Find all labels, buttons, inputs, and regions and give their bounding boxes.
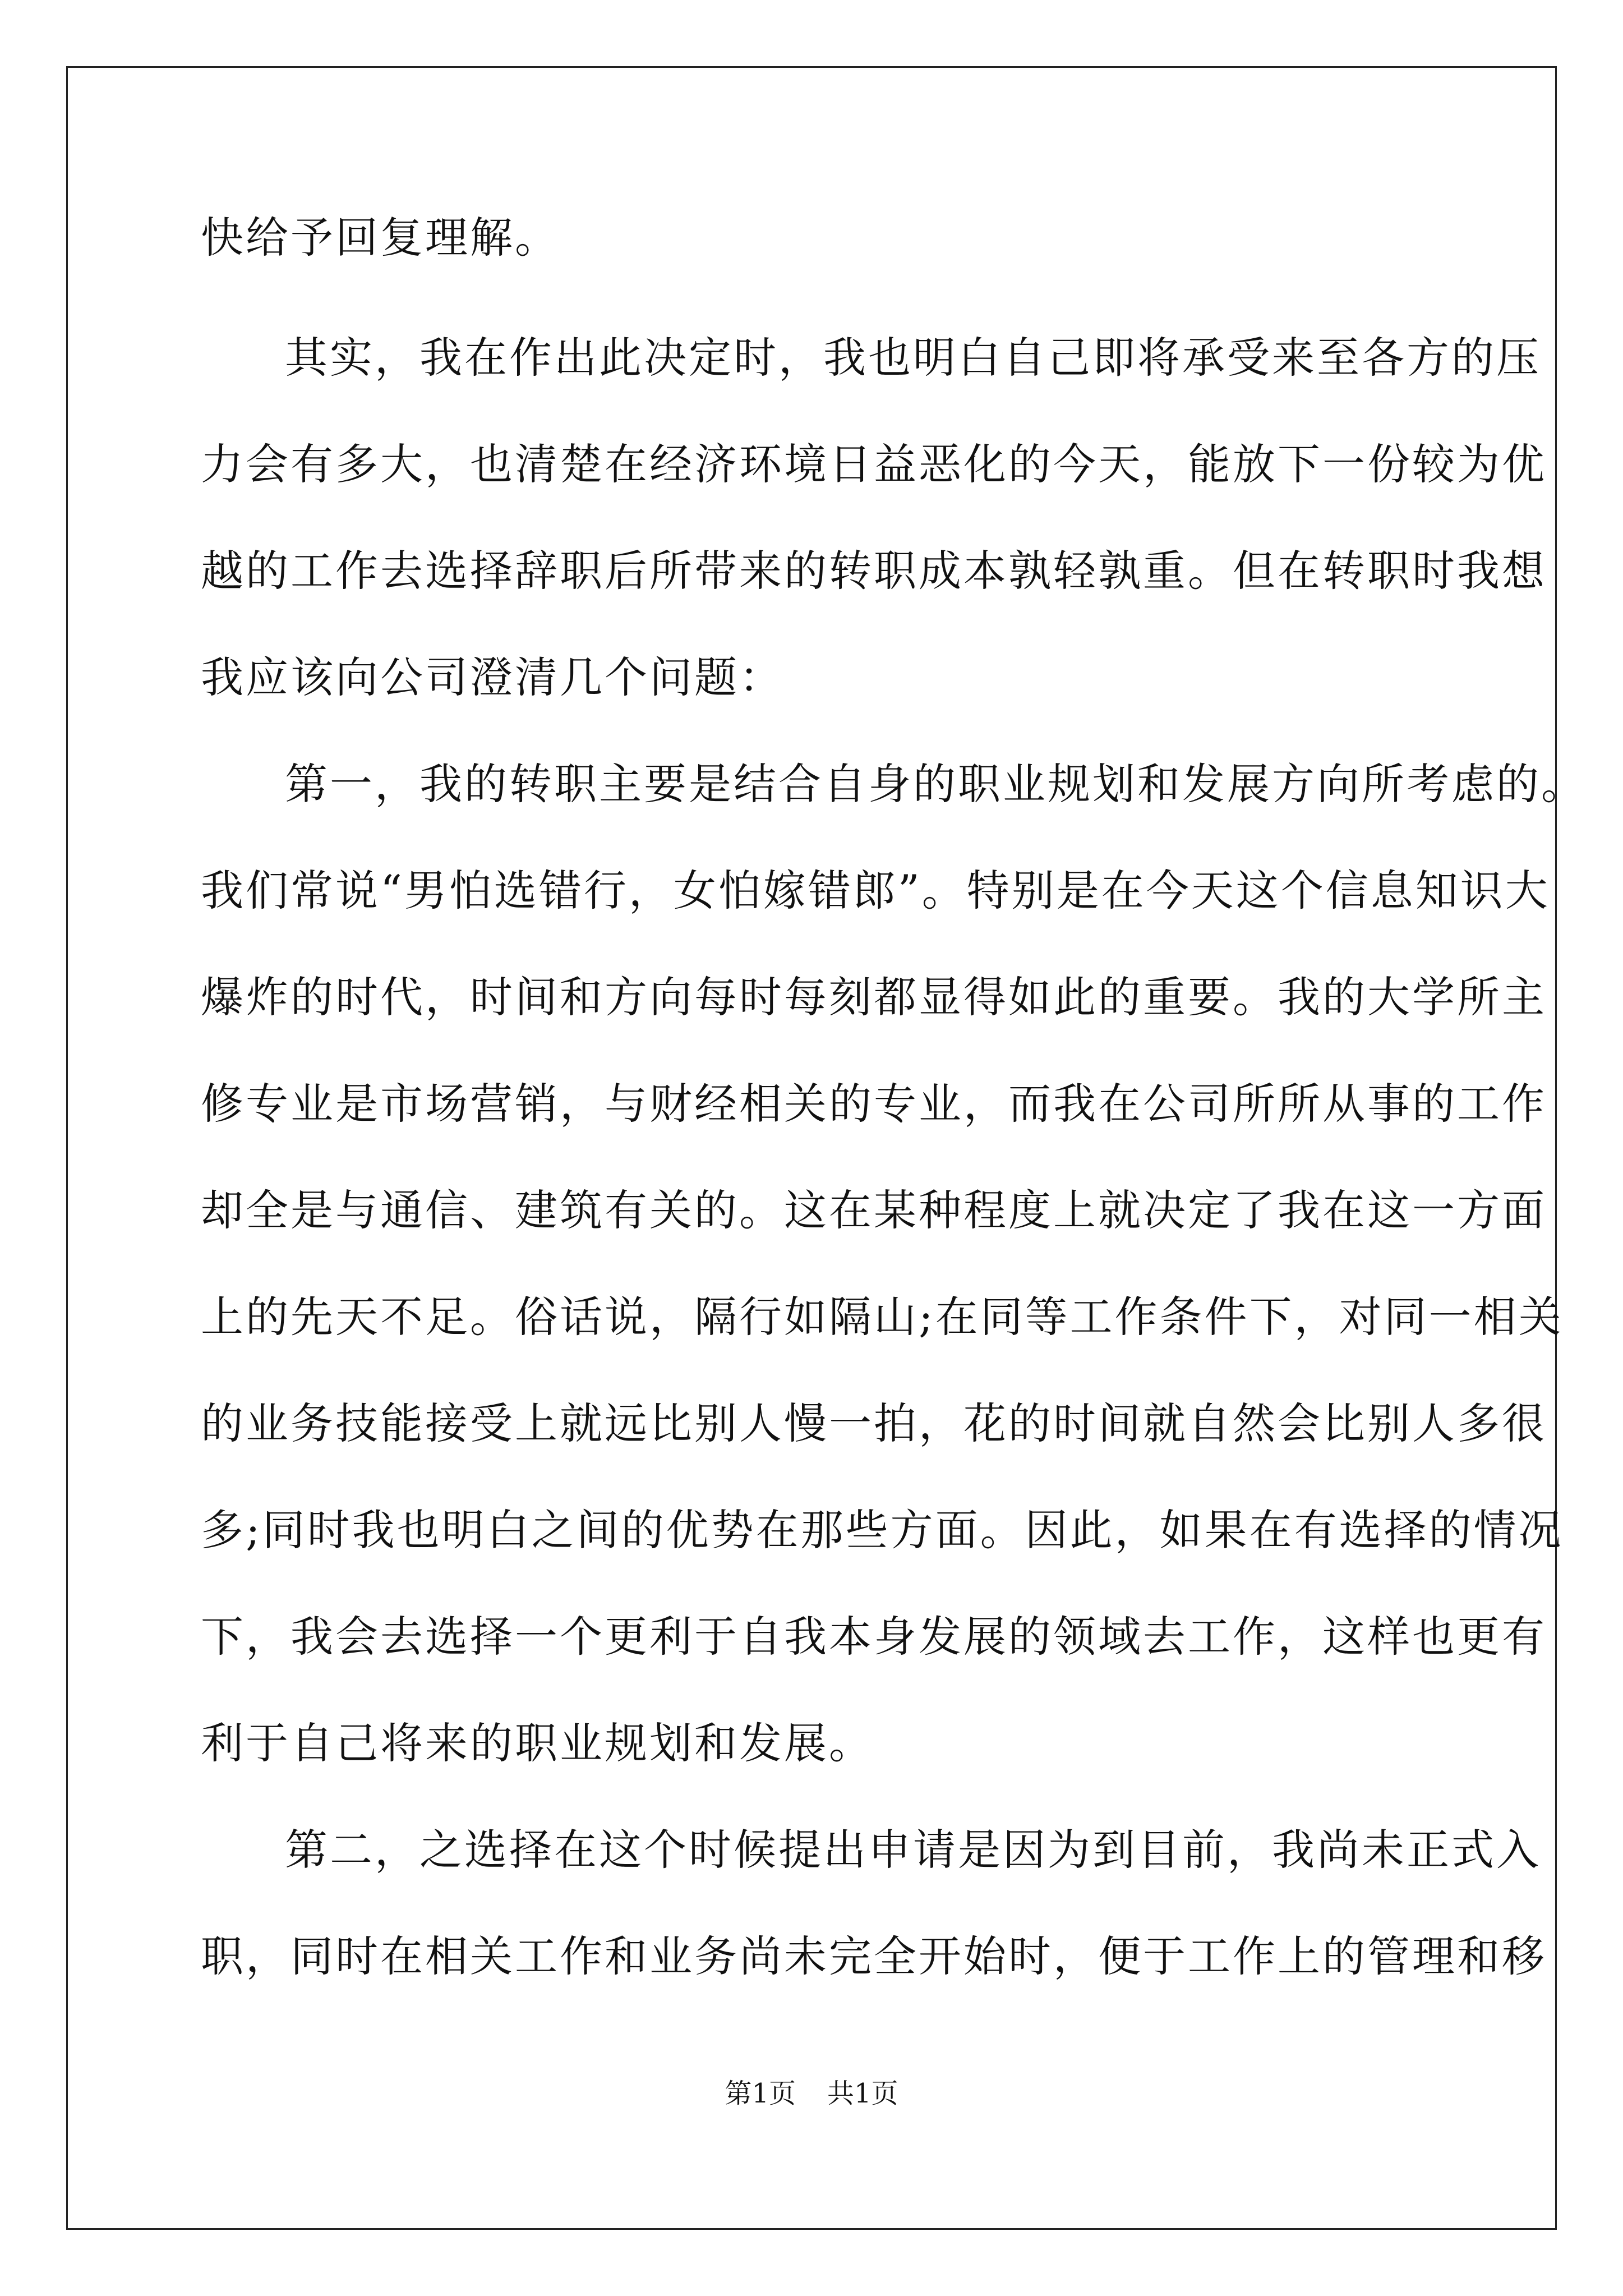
page-border	[66, 66, 1557, 2230]
paragraph-line: 修专业是市场营销，与财经相关的专业，而我在公司所所从事的工作	[201, 1079, 1547, 1129]
paragraph-line: 第二，之选择在这个时候提出申请是因为到目前，我尚未正式入	[285, 1825, 1541, 1875]
paragraph-line: 我应该向公司澄清几个问题：	[201, 652, 784, 702]
paragraph-line: 爆炸的时代，时间和方向每时每刻都显得如此的重要。我的大学所主	[201, 972, 1547, 1022]
paragraph-line: 越的工作去选择辞职后所带来的转职成本孰轻孰重。但在转职时我想	[201, 546, 1547, 596]
paragraph-line: 快给予回复理解。	[201, 213, 560, 263]
paragraph-line: 第一，我的转职主要是结合自身的职业规划和发展方向所考虑的。	[285, 759, 1586, 809]
paragraph-line: 力会有多大，也清楚在经济环境日益恶化的今天，能放下一份较为优	[201, 439, 1547, 489]
page-number: 第1页	[725, 2078, 796, 2109]
paragraph-line: 其实，我在作出此决定时，我也明白自己即将承受来至各方的压	[285, 333, 1541, 383]
paragraph-line: 却全是与通信、建筑有关的。这在某种程度上就决定了我在这一方面	[201, 1185, 1547, 1235]
paragraph-line: 职，同时在相关工作和业务尚未完全开始时，便于工作上的管理和移	[201, 1931, 1547, 1981]
paragraph-line: 上的先天不足。俗话说，隔行如隔山;在同等工作条件下，对同一相关	[201, 1292, 1564, 1342]
page-footer	[0, 2080, 1623, 2107]
paragraph-line: 多;同时我也明白之间的优势在那些方面。因此，如果在有选择的情况	[201, 1505, 1564, 1555]
page-total: 共1页	[827, 2078, 898, 2109]
paragraph-line: 我们常说“男怕选错行，女怕嫁错郎”。特别是在今天这个信息知识大	[201, 866, 1550, 915]
paragraph-line: 的业务技能接受上就远比别人慢一拍，花的时间就自然会比别人多很	[201, 1398, 1547, 1448]
paragraph-line: 利于自己将来的职业规划和发展。	[201, 1718, 874, 1768]
paragraph-line: 下，我会去选择一个更利于自我本身发展的领域去工作，这样也更有	[201, 1612, 1547, 1662]
